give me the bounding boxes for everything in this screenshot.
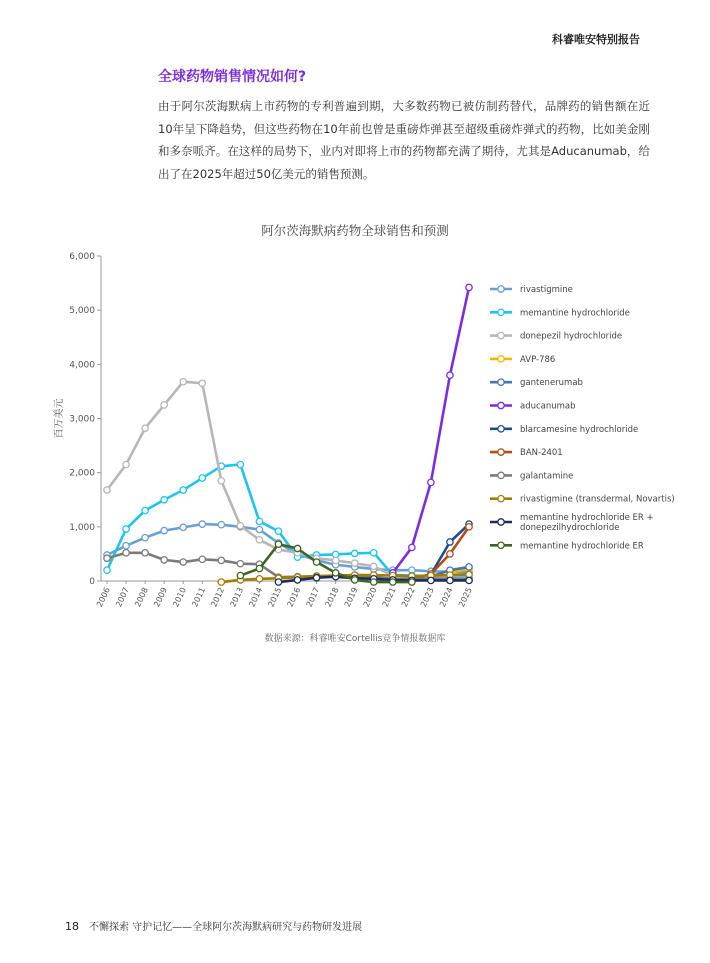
data-point-donepezil-hydrochloride bbox=[142, 425, 148, 431]
legend-marker-rivastigmine-transdermal-novartis bbox=[498, 496, 504, 502]
x-tick-label: 2023 bbox=[418, 586, 436, 609]
data-point-galantamine bbox=[180, 559, 186, 565]
data-point-memantine-hydrochloride-er bbox=[294, 545, 300, 551]
legend-label-ban-2401: BAN-2401 bbox=[520, 448, 563, 459]
data-point-donepezil-hydrochloride bbox=[237, 523, 243, 529]
data-point-ban-2401 bbox=[447, 551, 453, 557]
y-tick-label: 5,000 bbox=[69, 306, 95, 317]
data-point-memantine-hydrochloride-er bbox=[409, 579, 415, 585]
legend-label-galantamine: galantamine bbox=[520, 471, 574, 482]
data-point-donepezil-hydrochloride bbox=[104, 487, 110, 493]
legend-label-blarcamesine-hydrochloride: blarcamesine hydrochloride bbox=[520, 424, 639, 435]
x-tick-label: 2009 bbox=[152, 586, 169, 609]
x-tick-label: 2025 bbox=[457, 586, 474, 609]
legend-marker-rivastigmine bbox=[498, 286, 504, 292]
data-point-galantamine bbox=[161, 557, 167, 563]
x-tick-label: 2011 bbox=[190, 586, 208, 609]
data-point-galantamine bbox=[123, 550, 129, 556]
series-line-aducanumab bbox=[393, 287, 469, 572]
y-tick-label: 2,000 bbox=[69, 468, 95, 479]
data-point-memantine-hydrochloride-er bbox=[237, 572, 243, 578]
data-point-rivastigmine bbox=[161, 527, 167, 533]
data-point-aducanumab bbox=[447, 372, 453, 378]
legend-label-rivastigmine-transdermal-novartis: rivastigmine (transdermal, Novartis) bbox=[520, 494, 675, 505]
x-tick-label: 2013 bbox=[228, 586, 246, 609]
legend-marker-memantine-hydrochloride-er-donepezilhydrochloride bbox=[498, 519, 504, 525]
data-point-aducanumab bbox=[428, 479, 434, 485]
data-point-memantine-hydrochloride bbox=[142, 507, 148, 513]
data-point-donepezil-hydrochloride bbox=[218, 478, 224, 484]
y-tick-label: 1,000 bbox=[69, 522, 95, 533]
chart-source: 数据来源：科睿唯安Cortellis竞争情报数据库 bbox=[264, 634, 446, 644]
data-point-galantamine bbox=[218, 557, 224, 563]
legend-label-gantenerumab: gantenerumab bbox=[520, 378, 583, 389]
legend-marker-gantenerumab bbox=[498, 379, 504, 385]
data-point-donepezil-hydrochloride bbox=[180, 378, 186, 384]
legend-marker-galantamine bbox=[498, 472, 504, 478]
data-point-memantine-hydrochloride-er-donepezilhydrochloride bbox=[275, 579, 281, 585]
data-point-memantine-hydrochloride-er-donepezilhydrochloride bbox=[428, 577, 434, 583]
x-tick-label: 2019 bbox=[342, 586, 360, 609]
data-point-memantine-hydrochloride-er bbox=[256, 565, 262, 571]
legend-marker-avp-786 bbox=[498, 356, 504, 362]
data-point-memantine-hydrochloride bbox=[104, 567, 110, 573]
data-point-aducanumab bbox=[466, 284, 472, 290]
data-point-memantine-hydrochloride-er bbox=[275, 541, 281, 547]
data-point-donepezil-hydrochloride bbox=[351, 560, 357, 566]
legend-label-avp-786: AVP-786 bbox=[520, 354, 556, 365]
x-tick-label: 2007 bbox=[114, 586, 131, 609]
x-tick-label: 2020 bbox=[361, 586, 379, 609]
data-point-rivastigmine bbox=[218, 521, 224, 527]
report-header-title: 科睿唯安特别报告 bbox=[552, 33, 640, 46]
data-point-donepezil-hydrochloride bbox=[161, 402, 167, 408]
legend-marker-memantine-hydrochloride bbox=[498, 309, 504, 315]
section-heading: 全球药物销售情况如何? bbox=[158, 69, 307, 85]
data-point-memantine-hydrochloride-er-donepezilhydrochloride bbox=[466, 577, 472, 583]
data-point-memantine-hydrochloride bbox=[275, 528, 281, 534]
y-axis-label: 百万美元 bbox=[54, 398, 65, 439]
footer bbox=[65, 918, 362, 933]
data-point-aducanumab bbox=[409, 544, 415, 550]
x-tick-label: 2021 bbox=[380, 586, 398, 609]
data-point-rivastigmine bbox=[142, 534, 148, 540]
data-point-memantine-hydrochloride-er bbox=[313, 559, 319, 565]
x-tick-label: 2006 bbox=[95, 586, 112, 609]
x-tick-label: 2018 bbox=[323, 586, 341, 609]
y-tick-label: 3,000 bbox=[69, 414, 95, 425]
data-point-rivastigmine bbox=[256, 526, 262, 532]
data-point-memantine-hydrochloride bbox=[371, 550, 377, 556]
sales-line-chart bbox=[0, 240, 710, 630]
legend-label-aducanumab: aducanumab bbox=[520, 401, 576, 412]
legend-marker-aducanumab bbox=[498, 402, 504, 408]
footer-text: 不懈探索 守护记忆——全球阿尔茨海默病研究与药物研发进展 bbox=[89, 922, 363, 933]
legend-marker-memantine-hydrochloride-er bbox=[498, 542, 504, 548]
data-point-memantine-hydrochloride bbox=[123, 526, 129, 532]
x-tick-label: 2015 bbox=[266, 586, 284, 609]
data-point-memantine-hydrochloride bbox=[161, 497, 167, 503]
data-point-galantamine bbox=[199, 556, 205, 562]
data-point-gantenerumab bbox=[466, 564, 472, 570]
data-point-donepezil-hydrochloride bbox=[371, 563, 377, 569]
y-tick-label: 6,000 bbox=[69, 252, 95, 262]
data-point-rivastigmine bbox=[123, 543, 129, 549]
data-point-donepezil-hydrochloride bbox=[332, 557, 338, 563]
data-point-galantamine bbox=[104, 555, 110, 561]
legend-marker-blarcamesine-hydrochloride bbox=[498, 426, 504, 432]
x-tick-label: 2016 bbox=[285, 586, 303, 609]
legend-marker-ban-2401 bbox=[498, 449, 504, 455]
legend-marker-donepezil-hydrochloride bbox=[498, 332, 504, 338]
data-point-memantine-hydrochloride bbox=[199, 475, 205, 481]
x-tick-label: 2010 bbox=[171, 586, 189, 609]
chart-title: 阿尔茨海默病药物全球销售和预测 bbox=[261, 223, 449, 238]
legend-label-memantine-hydrochloride-er: memantine hydrochloride ER bbox=[520, 541, 644, 552]
x-tick-label: 2014 bbox=[247, 586, 265, 609]
intro-paragraph: 由于阿尔茨海默病上市药物的专利普遍到期，大多数药物已被仿制药替代，品牌药的销售额在近10年呈下降趋势，但这些药物在10年前也曾是重磅炸弹甚至超级重磅炸弹式的药物，比如美金刚和多奈哌齐。在这样的局势下，业内对即将上市的药物都充满了期待，尤其是Aducanumab，给出了在2025年超过50亿美元的销售预测。 bbox=[158, 99, 650, 181]
data-point-galantamine bbox=[237, 560, 243, 566]
data-point-memantine-hydrochloride bbox=[256, 518, 262, 524]
x-tick-label: 2008 bbox=[133, 586, 150, 609]
data-point-memantine-hydrochloride bbox=[180, 487, 186, 493]
x-tick-label: 2022 bbox=[399, 586, 417, 609]
data-point-rivastigmine bbox=[199, 521, 205, 527]
data-point-memantine-hydrochloride-er bbox=[351, 577, 357, 583]
data-point-memantine-hydrochloride bbox=[351, 550, 357, 556]
data-point-galantamine bbox=[142, 550, 148, 556]
legend-label-donepezil-hydrochloride: donepezil hydrochloride bbox=[520, 331, 623, 342]
page-number: 18 bbox=[65, 920, 79, 933]
data-point-blarcamesine-hydrochloride bbox=[447, 539, 453, 545]
data-point-memantine-hydrochloride bbox=[237, 461, 243, 467]
data-point-memantine-hydrochloride-er-donepezilhydrochloride bbox=[313, 575, 319, 581]
data-point-rivastigmine-transdermal-novartis bbox=[256, 576, 262, 582]
x-tick-label: 2017 bbox=[304, 586, 322, 609]
data-point-memantine-hydrochloride-er-donepezilhydrochloride bbox=[447, 577, 453, 583]
data-point-memantine-hydrochloride-er bbox=[332, 570, 338, 576]
legend-label-memantine-hydrochloride-er-donepezilhydrochloride: memantine hydrochloride ER + donepezilhydrochloride bbox=[520, 513, 654, 533]
legend-label-rivastigmine: rivastigmine bbox=[520, 285, 573, 295]
data-point-rivastigmine-transdermal-novartis bbox=[218, 579, 224, 585]
data-point-memantine-hydrochloride-er bbox=[390, 579, 396, 585]
data-point-memantine-hydrochloride-er bbox=[371, 579, 377, 585]
x-tick-label: 2012 bbox=[209, 586, 227, 609]
legend-label-memantine-hydrochloride: memantine hydrochloride bbox=[520, 308, 630, 319]
y-tick-label: 0 bbox=[89, 577, 95, 587]
x-tick-label: 2024 bbox=[437, 586, 455, 609]
data-point-memantine-hydrochloride-er-donepezilhydrochloride bbox=[294, 577, 300, 583]
data-point-ban-2401 bbox=[466, 524, 472, 530]
data-point-donepezil-hydrochloride bbox=[199, 380, 205, 386]
y-tick-label: 4,000 bbox=[69, 360, 95, 371]
data-point-donepezil-hydrochloride bbox=[123, 461, 129, 467]
data-point-rivastigmine bbox=[180, 524, 186, 530]
data-point-donepezil-hydrochloride bbox=[256, 537, 262, 543]
